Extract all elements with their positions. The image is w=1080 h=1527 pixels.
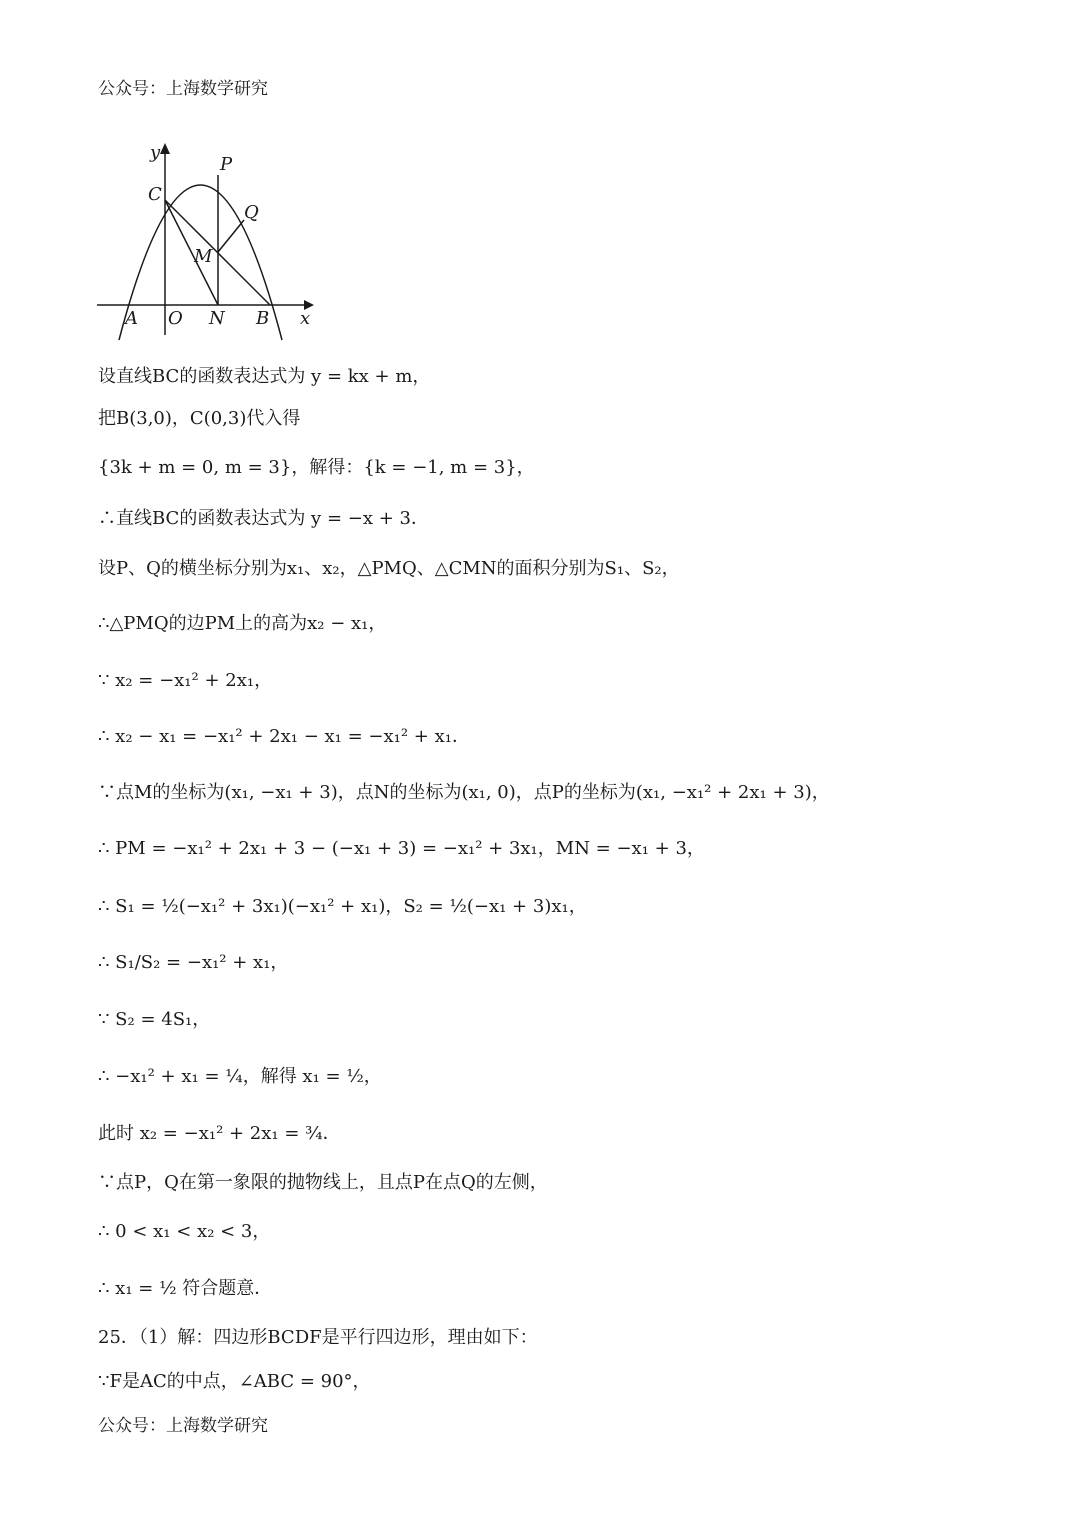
solution-line-17: ∴ 0 < x₁ < x₂ < 3， — [98, 1221, 271, 1242]
page-footer: 公众号：上海数学研究 — [98, 1416, 268, 1436]
solution-line-16: ∵点P，Q在第一象限的抛物线上，且点P在点Q的左侧， — [98, 1172, 548, 1193]
line-mq — [218, 220, 244, 252]
solution-line-12: ∴ S₁/S₂ = −x₁² + x₁， — [98, 952, 289, 973]
solution-line-6: ∴△PMQ的边PM上的高为x₂ − x₁， — [98, 613, 387, 634]
label-m: M — [194, 246, 213, 267]
label-o: O — [168, 308, 183, 329]
label-c: C — [148, 184, 162, 205]
y-axis-arrow — [160, 143, 170, 154]
solution-line-13: ∵ S₂ = 4S₁， — [98, 1009, 211, 1030]
parabola-figure — [92, 140, 322, 350]
label-p: P — [220, 154, 233, 175]
solution-line-8: ∴ x₂ − x₁ = −x₁² + 2x₁ − x₁ = −x₁² + x₁． — [98, 726, 470, 747]
parabola-diagram — [92, 140, 322, 350]
solution-line-10: ∴ PM = −x₁² + 2x₁ + 3 − (−x₁ + 3) = −x₁² + 3x₁，MN = −x₁ + 3， — [98, 838, 705, 859]
solution-line-4: ∴直线BC的函数表达式为 y = −x + 3． — [98, 508, 429, 529]
label-a: A — [125, 308, 138, 329]
label-y: y — [150, 142, 161, 163]
solution-line-2: 把B(3,0)，C(0,3)代入得 — [98, 408, 301, 429]
solution-line-3: {3k + m = 0, m = 3}，解得：{k = −1, m = 3}， — [98, 457, 535, 478]
label-b: B — [256, 308, 270, 329]
solution-line-14: ∴ −x₁² + x₁ = ¼，解得 x₁ = ½， — [98, 1066, 382, 1087]
page-header: 公众号：上海数学研究 — [98, 79, 268, 99]
solution-line-9: ∵点M的坐标为(x₁, −x₁ + 3)，点N的坐标为(x₁, 0)，点P的坐标为(x₁, −x₁² + 2x₁ + 3)， — [98, 782, 830, 803]
label-q: Q — [244, 202, 259, 223]
solution-line-15: 此时 x₂ = −x₁² + 2x₁ = ¾． — [98, 1123, 341, 1144]
solution-line-5: 设P、Q的横坐标分别为x₁、x₂，△PMQ、△CMN的面积分别为S₁、S₂， — [98, 558, 680, 579]
solution-line-20: ∵F是AC的中点，∠ABC = 90°， — [98, 1371, 371, 1392]
solution-line-7: ∵ x₂ = −x₁² + 2x₁， — [98, 670, 273, 691]
label-n: N — [209, 308, 225, 329]
solution-line-1: 设直线BC的函数表达式为 y = kx + m， — [98, 366, 431, 387]
solution-line-18: ∴ x₁ = ½ 符合题意． — [98, 1278, 273, 1299]
solution-line-19: 25．（1）解：四边形BCDF是平行四边形，理由如下： — [98, 1327, 538, 1348]
solution-line-11: ∴ S₁ = ½(−x₁² + 3x₁)(−x₁² + x₁)，S₂ = ½(−x₁ + 3)x₁， — [98, 896, 587, 917]
label-x: x — [300, 308, 311, 329]
